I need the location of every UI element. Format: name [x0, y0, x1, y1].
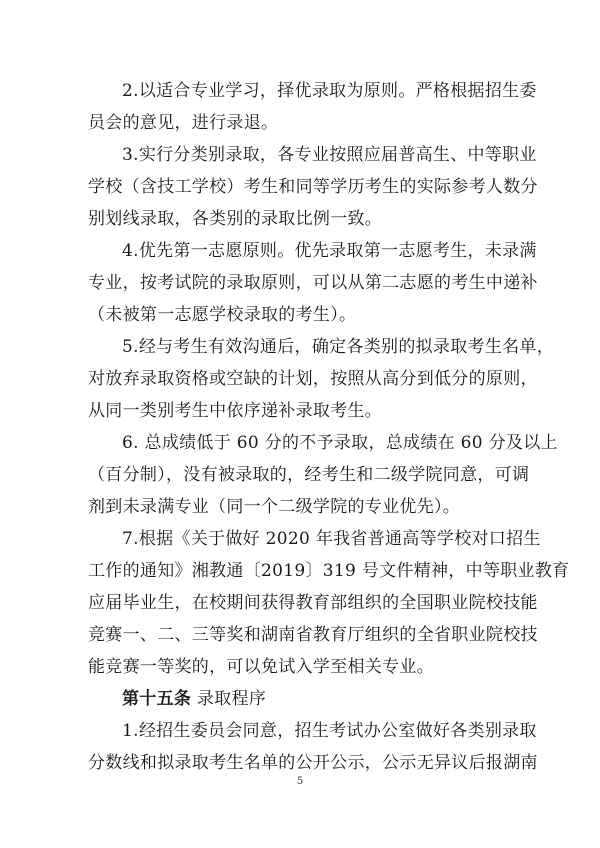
paragraph-4-line-3: （未被第一志愿学校录取的考生）。 [88, 305, 357, 325]
paragraph-6-line-1: 6. 总成绩低于 60 分的不予录取，总成绩在 60 分及以上 [122, 433, 558, 453]
paragraph-7-line-4: 竞赛一、二、三等奖和湖南省教育厅组织的全省职业院校技 [88, 625, 538, 645]
paragraph-7-line-2: 工作的通知》湘教通〔2019〕319 号文件精神，中等职业教育 [88, 561, 570, 581]
paragraph-5-line-3: 从同一类别考生中依序递补录取考生。 [88, 401, 383, 421]
final-paragraph-line-1: 1.经招生委员会同意，招生考试办公室做好各类别录取 [122, 721, 537, 741]
paragraph-5-line-1: 5.经与考生有效沟通后，确定各类别的拟录取考生名单， [122, 337, 555, 357]
paragraph-3-line-2: 学校（含技工学校）考生和同等学历考生的实际参考人数分 [88, 177, 538, 197]
paragraph-7-line-5: 能竞赛一等奖的，可以免试入学至相关专业。 [88, 657, 434, 677]
paragraph-6-line-2: （百分制），没有被录取的，经考生和二级学院同意，可调 [88, 465, 530, 485]
paragraph-3-line-3: 别划线录取，各类别的录取比例一致。 [88, 209, 383, 229]
paragraph-7-line-3: 应届毕业生，在校期间获得教育部组织的全国职业院校技能 [88, 593, 538, 613]
paragraph-6-line-3: 剂到未录满专业（同一个二级学院的专业优先）。 [88, 497, 461, 517]
page-number: 5 [296, 776, 304, 787]
paragraph-5-line-2: 对放弃录取资格或空缺的计划，按照从高分到低分的原则， [88, 369, 538, 389]
paragraph-2-line-1: 2.以适合专业学习，择优录取为原则。严格根据招生委 [122, 81, 537, 101]
article-heading [122, 689, 266, 709]
paragraph-2-line-2: 员会的意见，进行录退。 [88, 113, 279, 133]
paragraph-3-line-1: 3.实行分类别录取，各专业按照应届普高生、中等职业 [122, 145, 537, 165]
article-number: 第十五条 [122, 689, 192, 709]
paragraph-4-line-2: 专业，按考试院的录取原则，可以从第二志愿的考生中递补 [88, 273, 538, 293]
final-paragraph-line-2: 分数线和拟录取考生名单的公开公示，公示无异议后报湖南 [88, 753, 538, 773]
article-title: 录取程序 [196, 689, 267, 709]
paragraph-7-line-1: 7.根据《关于做好 2020 年我省普通高等学校对口招生 [122, 529, 541, 549]
paragraph-4-line-1: 4.优先第一志愿原则。优先录取第一志愿考生，未录满 [122, 241, 537, 261]
